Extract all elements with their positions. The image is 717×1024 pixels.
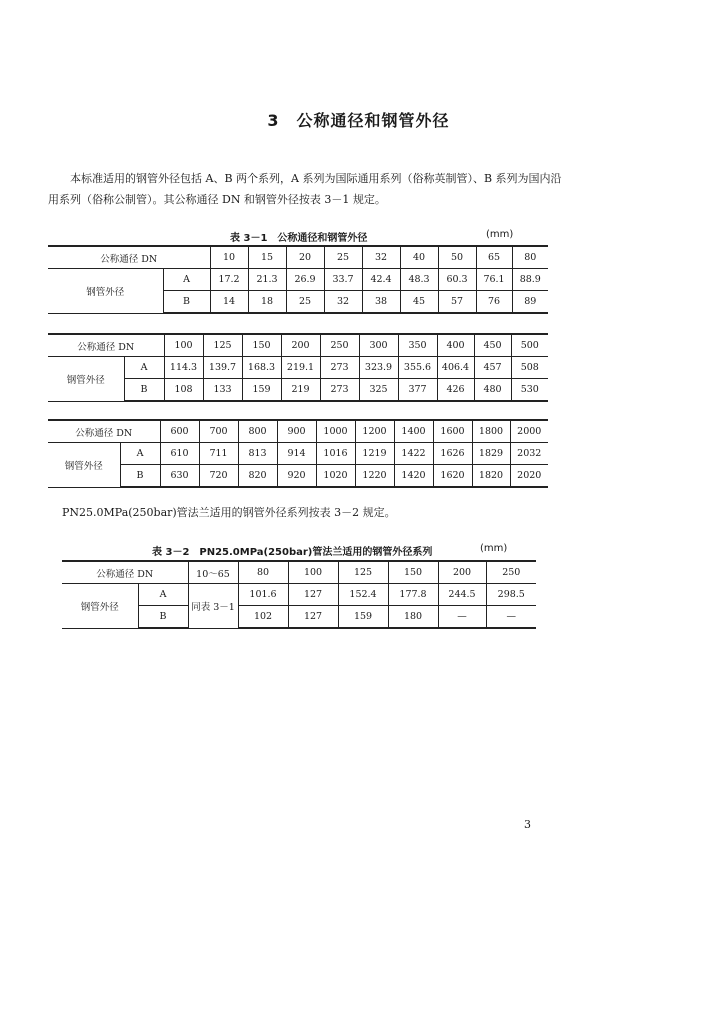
od-cell: 219.1 — [281, 357, 320, 379]
od-cell: 101.6 — [238, 584, 288, 606]
od-cell: 813 — [238, 443, 277, 465]
dn-cell: 80 — [238, 561, 288, 584]
od-cell: 480 — [474, 379, 511, 402]
od-cell: 60.3 — [438, 269, 476, 291]
od-cell: 48.3 — [400, 269, 438, 291]
od-cell: 1626 — [433, 443, 472, 465]
table1-caption-text: 表 3－1 公称通径和钢管外径 — [230, 233, 368, 244]
od-cell: 17.2 — [210, 269, 248, 291]
dn-cell: 800 — [238, 420, 277, 443]
dn-cell: 250 — [320, 334, 359, 357]
series-label: A — [124, 357, 164, 379]
dn-cell: 1600 — [433, 420, 472, 443]
dn-cell: 900 — [277, 420, 316, 443]
dn-cell: 300 — [359, 334, 398, 357]
od-cell: 152.4 — [338, 584, 388, 606]
od-cell: 508 — [511, 357, 548, 379]
dn-cell: 65 — [476, 246, 512, 269]
dn-cell: 32 — [362, 246, 400, 269]
dn-label: 公称通径 DN — [48, 334, 164, 357]
intro-paragraph: 本标准适用的钢管外径包括 A、B 两个系列，A 系列为国际通用系列（俗称英制管）、B 系列为国内沿用系列（俗称公制管）。其公称通径 DN 和钢管外径按表 3－1 规定。 — [48, 172, 562, 206]
od-cell: 57 — [438, 291, 476, 314]
od-cell: 219 — [281, 379, 320, 402]
table2-dn-row — [62, 561, 536, 584]
dn-cell: 1400 — [394, 420, 433, 443]
od-cell: 180 — [388, 606, 438, 629]
od-cell: 1420 — [394, 465, 433, 488]
od-cell: 114.3 — [164, 357, 203, 379]
table1-part3-a-row — [48, 443, 548, 465]
series-label: B — [163, 291, 210, 314]
od-cell: 1016 — [316, 443, 355, 465]
dn-cell: 150 — [388, 561, 438, 584]
od-cell: 159 — [242, 379, 281, 402]
pn-paragraph: PN25.0MPa(250bar)管法兰适用的钢管外径系列按表 3－2 规定。 — [62, 506, 396, 519]
od-cell: 88.9 — [512, 269, 548, 291]
dn-cell: 80 — [512, 246, 548, 269]
table1-part3 — [48, 419, 548, 488]
od-cell: 244.5 — [438, 584, 486, 606]
od-cell: 127 — [288, 584, 338, 606]
dn-cell: 350 — [398, 334, 437, 357]
series-label: B — [120, 465, 160, 488]
table1-part1 — [48, 245, 548, 314]
od-cell: 630 — [160, 465, 199, 488]
dn-cell: 40 — [400, 246, 438, 269]
table1-part3-dn-row — [48, 420, 548, 443]
od-label: 钢管外径 — [48, 443, 120, 488]
od-cell: 1422 — [394, 443, 433, 465]
table2 — [62, 560, 536, 629]
dn-cell: 600 — [160, 420, 199, 443]
table1-caption — [230, 229, 530, 244]
od-cell: 426 — [437, 379, 474, 402]
od-cell: 1620 — [433, 465, 472, 488]
od-cell: 127 — [288, 606, 338, 629]
series-label: A — [120, 443, 160, 465]
od-cell: 18 — [248, 291, 286, 314]
table2-unit: (mm) — [480, 543, 508, 554]
series-label: B — [138, 606, 188, 629]
od-cell: 914 — [277, 443, 316, 465]
od-cell: 14 — [210, 291, 248, 314]
od-label: 钢管外径 — [62, 584, 138, 629]
dn-cell: 100 — [164, 334, 203, 357]
od-cell: 89 — [512, 291, 548, 314]
od-cell: 25 — [286, 291, 324, 314]
dn-cell: 125 — [338, 561, 388, 584]
table2-caption-text: 表 3－2 PN25.0MPa(250bar)管法兰适用的钢管外径系列 — [152, 547, 433, 558]
dn-label: 公称通径 DN — [48, 420, 160, 443]
od-cell: 21.3 — [248, 269, 286, 291]
od-cell: 33.7 — [324, 269, 362, 291]
dn-cell: 10 — [210, 246, 248, 269]
table2-a-row — [62, 584, 536, 606]
same-as-cell: 同表 3－1 — [188, 584, 238, 629]
page-number: 3 — [524, 818, 531, 831]
dn-cell: 15 — [248, 246, 286, 269]
od-cell: 2032 — [510, 443, 548, 465]
dn-cell: 200 — [438, 561, 486, 584]
dn-cell: 250 — [486, 561, 536, 584]
dn-label: 公称通径 DN — [48, 246, 210, 269]
dn-cell: 50 — [438, 246, 476, 269]
dn-cell: 200 — [281, 334, 320, 357]
od-cell: 159 — [338, 606, 388, 629]
od-cell: — — [438, 606, 486, 629]
table2-caption — [152, 543, 532, 558]
od-cell: 406.4 — [437, 357, 474, 379]
section-title: 3 公称通径和钢管外径 — [267, 111, 450, 130]
od-cell: 355.6 — [398, 357, 437, 379]
od-cell: 38 — [362, 291, 400, 314]
od-cell: 457 — [474, 357, 511, 379]
od-cell: 32 — [324, 291, 362, 314]
dn-cell: 100 — [288, 561, 338, 584]
od-cell: 530 — [511, 379, 548, 402]
dn-cell: 150 — [242, 334, 281, 357]
od-cell: 1829 — [472, 443, 510, 465]
od-cell: 920 — [277, 465, 316, 488]
dn-label: 公称通径 DN — [62, 561, 188, 584]
od-cell: 177.8 — [388, 584, 438, 606]
dn-cell: 700 — [199, 420, 238, 443]
od-cell: 711 — [199, 443, 238, 465]
dn-cell: 2000 — [510, 420, 548, 443]
od-cell: 720 — [199, 465, 238, 488]
dn-cell: 1800 — [472, 420, 510, 443]
table1-part2 — [48, 333, 548, 402]
od-label: 钢管外径 — [48, 357, 124, 402]
od-cell: 133 — [203, 379, 242, 402]
od-cell: 102 — [238, 606, 288, 629]
dn-cell: 500 — [511, 334, 548, 357]
dn-cell: 1200 — [355, 420, 394, 443]
od-label: 钢管外径 — [48, 269, 163, 314]
table1-part2-dn-row — [48, 334, 548, 357]
od-cell: — — [486, 606, 536, 629]
od-cell: 325 — [359, 379, 398, 402]
od-cell: 2020 — [510, 465, 548, 488]
od-cell: 42.4 — [362, 269, 400, 291]
od-cell: 273 — [320, 357, 359, 379]
od-cell: 45 — [400, 291, 438, 314]
table1-part1-dn-row — [48, 246, 548, 269]
od-cell: 1820 — [472, 465, 510, 488]
dn-cell: 125 — [203, 334, 242, 357]
dn-cell: 20 — [286, 246, 324, 269]
od-cell: 1219 — [355, 443, 394, 465]
od-cell: 1220 — [355, 465, 394, 488]
od-cell: 26.9 — [286, 269, 324, 291]
table1-part3-b-row — [48, 465, 548, 488]
table1-part2-a-row — [48, 357, 548, 379]
od-cell: 76.1 — [476, 269, 512, 291]
dn-cell: 400 — [437, 334, 474, 357]
od-cell: 298.5 — [486, 584, 536, 606]
dn-cell: 1000 — [316, 420, 355, 443]
od-cell: 76 — [476, 291, 512, 314]
series-label: B — [124, 379, 164, 402]
table1-unit: (mm) — [486, 229, 514, 240]
od-cell: 377 — [398, 379, 437, 402]
series-label: A — [163, 269, 210, 291]
od-cell: 273 — [320, 379, 359, 402]
series-label: A — [138, 584, 188, 606]
od-cell: 1020 — [316, 465, 355, 488]
od-cell: 168.3 — [242, 357, 281, 379]
table1-part1-a-row — [48, 269, 548, 291]
od-cell: 610 — [160, 443, 199, 465]
od-cell: 108 — [164, 379, 203, 402]
od-cell: 323.9 — [359, 357, 398, 379]
dn-cell: 10～65 — [188, 561, 238, 584]
od-cell: 139.7 — [203, 357, 242, 379]
dn-cell: 25 — [324, 246, 362, 269]
od-cell: 820 — [238, 465, 277, 488]
dn-cell: 450 — [474, 334, 511, 357]
